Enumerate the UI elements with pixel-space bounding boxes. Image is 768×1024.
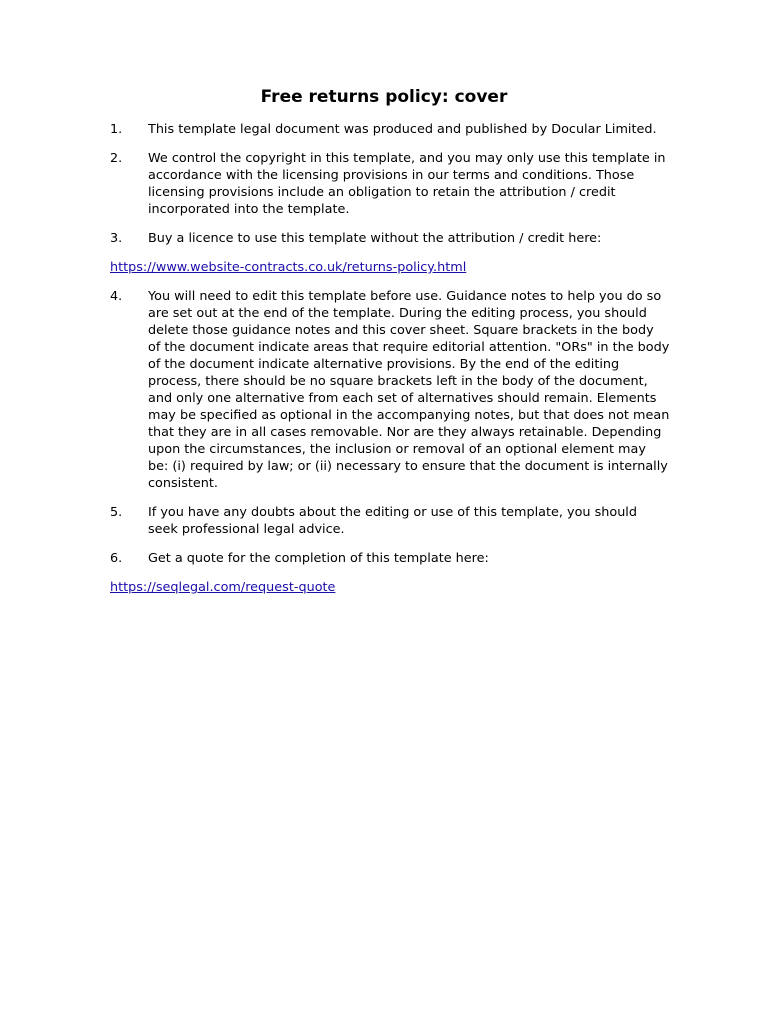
list-item-text: You will need to edit this template before use. Guidance notes to help you do so are set out at the end of the template. During the editing process, you should delete those guidance notes and this cover sheet. Square brackets in the body of the document indicate areas that require editorial attention. "ORs" in the body of the document indicate alternative provisions. By the end of the editing process, there should be no square brackets left in the body of the document, and only one alternative from each set of alternatives should remain. Elements may be specified as optional in the accompanying notes, but that does not mean that they are in all cases removable. Nor are they always retainable. Depending upon the circumstances, the inclusion or removal of an optional element may be: (i) required by law; or (ii) necessary to ensure that the document is internally consistent. — [148, 289, 670, 491]
list-item-text: If you have any doubts about the editing or use of this template, you should seek professional legal advice. — [148, 505, 637, 537]
list-item-number: 3. — [110, 231, 123, 246]
list-item-text: We control the copyright in this template, and you may only use this template in accordance with the licensing provisions in our terms and conditions. Those licensing provisions include an obligation to retain the attribution / credit incorporated into the template. — [148, 151, 666, 217]
list-item — [110, 121, 670, 138]
list-item — [110, 550, 670, 567]
list-item-text: This template legal document was produced and published by Docular Limited. — [148, 122, 657, 137]
list-item-number: 1. — [110, 122, 123, 137]
list-item-number: 4. — [110, 289, 123, 304]
quote-link[interactable]: https://seqlegal.com/request-quote — [110, 580, 336, 595]
document-title: Free returns policy: cover — [260, 87, 508, 107]
list-item — [110, 150, 670, 218]
list-item — [110, 504, 670, 538]
list-item-number: 6. — [110, 551, 123, 566]
licence-link[interactable]: https://www.website-contracts.co.uk/returns-policy.html — [110, 260, 467, 275]
list-item-number: 5. — [110, 505, 123, 520]
quote-link-line — [110, 579, 670, 596]
licence-link-line — [110, 259, 670, 276]
document-body — [110, 121, 670, 608]
list-item-text: Buy a licence to use this template without the attribution / credit here: — [148, 231, 602, 246]
list-item-text: Get a quote for the completion of this template here: — [148, 551, 489, 566]
list-item — [110, 288, 670, 492]
list-item-number: 2. — [110, 151, 123, 166]
list-item — [110, 230, 670, 247]
